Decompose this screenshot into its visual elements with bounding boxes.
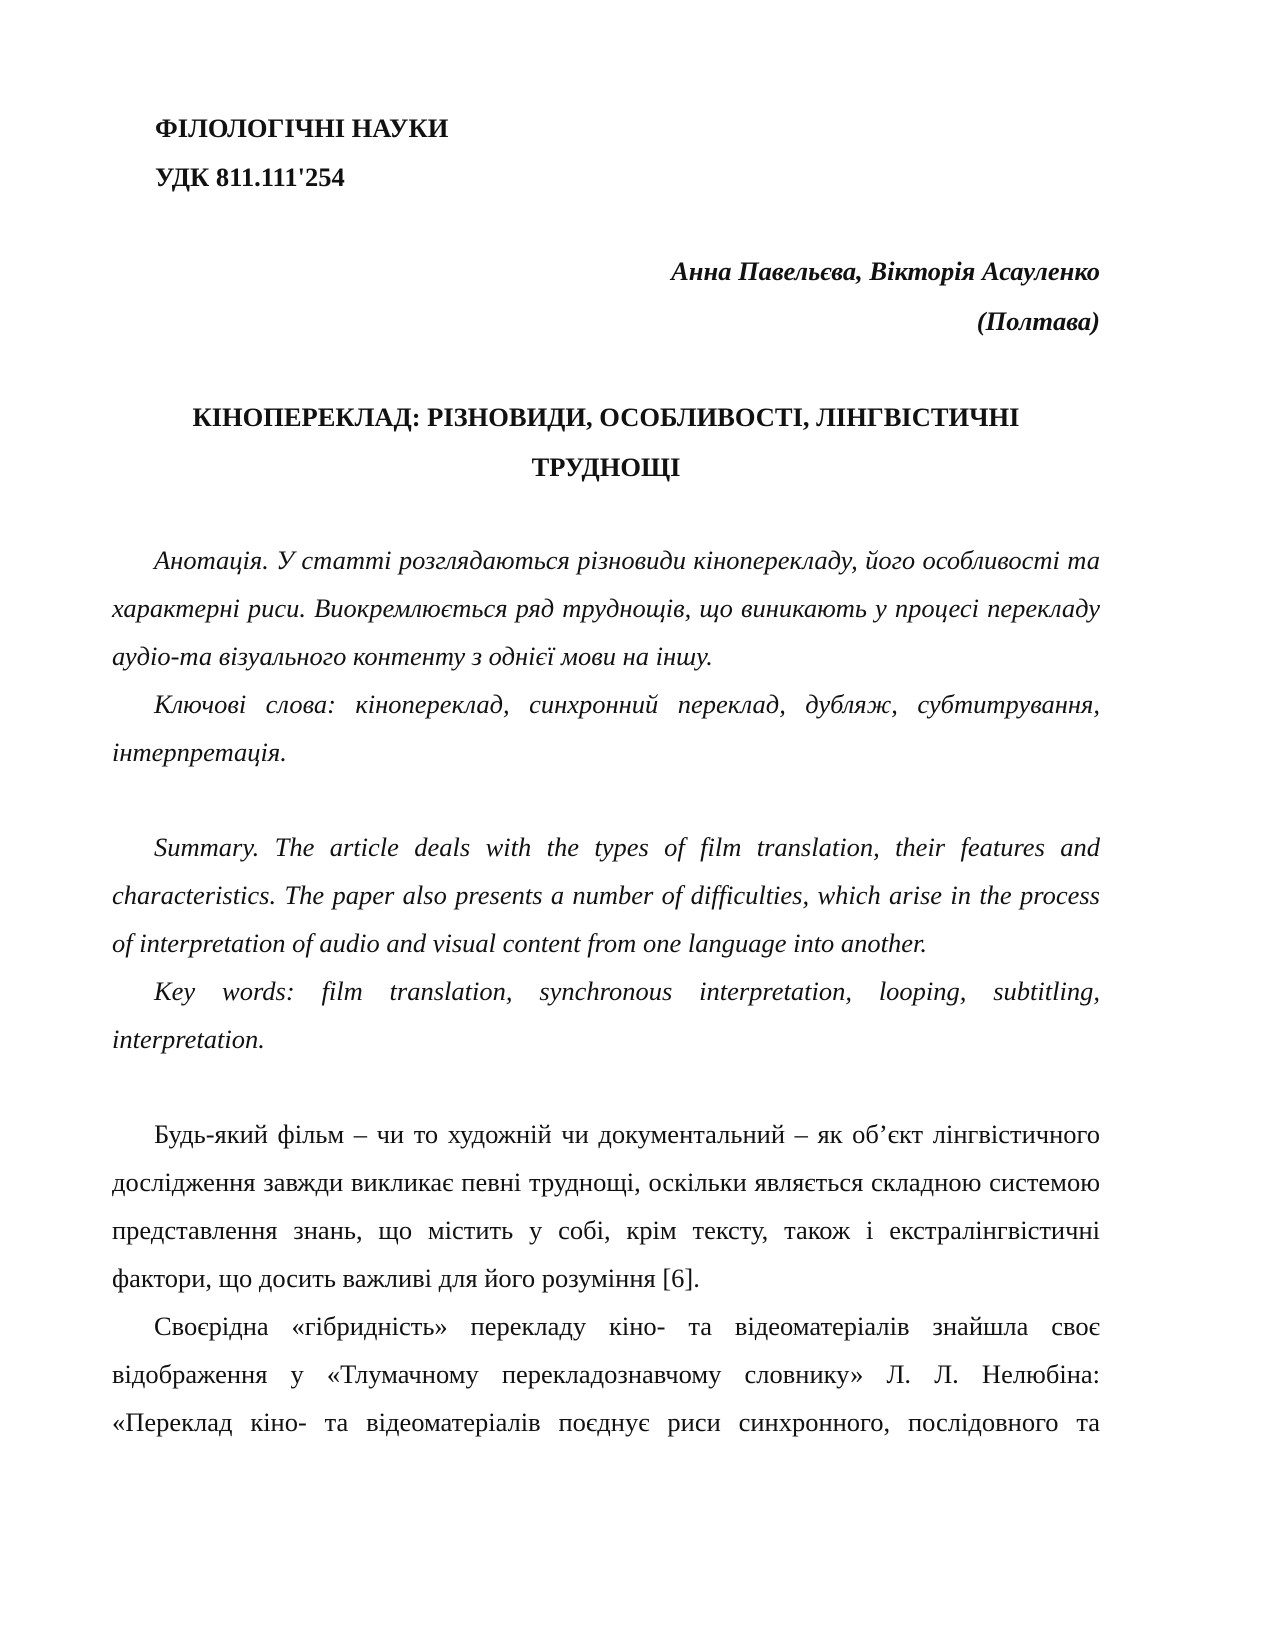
author-city: (Полтава) <box>976 306 1100 336</box>
body-paragraph: Будь-який фільм – чи то художній чи документальний – як об’єкт лінгвістичного дослідження завжди викликає певні труднощі, оскільки являється складною системою представлення знань, що містить у собі, крім тексту, також і екстралінгвістичні фактори, що досить важливі для його розуміння [6]. <box>112 1119 1100 1293</box>
udc-code: УДК 811.111'254 <box>155 162 345 192</box>
keywords-english: Key words: film translation, synchronous interpretation, looping, subtitling, interpretation. <box>112 976 1100 1054</box>
body-paragraph: Своєрідна «гібридність» перекладу кіно- та відеоматеріалів знайшла своє відображення у «Тлумачному перекладознавчому словнику» Л. Л. Нелюбіна: «Переклад кіно- та відеоматеріалів поєднує риси синхронного, послідовного та <box>112 1311 1100 1437</box>
summary: Summary. The article deals with the types of film translation, their features and characteristics. The paper also presents a number of difficulties, which arise in the process of interpretation of audio and visual content from one language into another. <box>112 832 1100 958</box>
keywords-ukrainian: Ключові слова: кінопереклад, синхронний переклад, дубляж, субтитрування, інтерпретація. <box>112 689 1100 767</box>
article-title: КІНОПЕРЕКЛАД: РІЗНОВИДИ, ОСОБЛИВОСТІ, ЛІНГВІСТИЧНІ ТРУДНОЩІ <box>192 402 1020 482</box>
section-heading: ФІЛОЛОГІЧНІ НАУКИ <box>155 113 449 143</box>
annotation: Анотація. У статті розглядаються різновиди кіноперекладу, його особливості та характерні риси. Виокремлюється ряд труднощів, що виникають у процесі перекладу аудіо-та візуального контенту з однієї мови на іншу. <box>112 545 1100 671</box>
article-body <box>112 1110 1100 1446</box>
abstract-ukrainian <box>112 536 1100 776</box>
author-names: Анна Павельєва, Вікторія Асауленко <box>671 256 1100 286</box>
abstract-english <box>112 823 1100 1063</box>
